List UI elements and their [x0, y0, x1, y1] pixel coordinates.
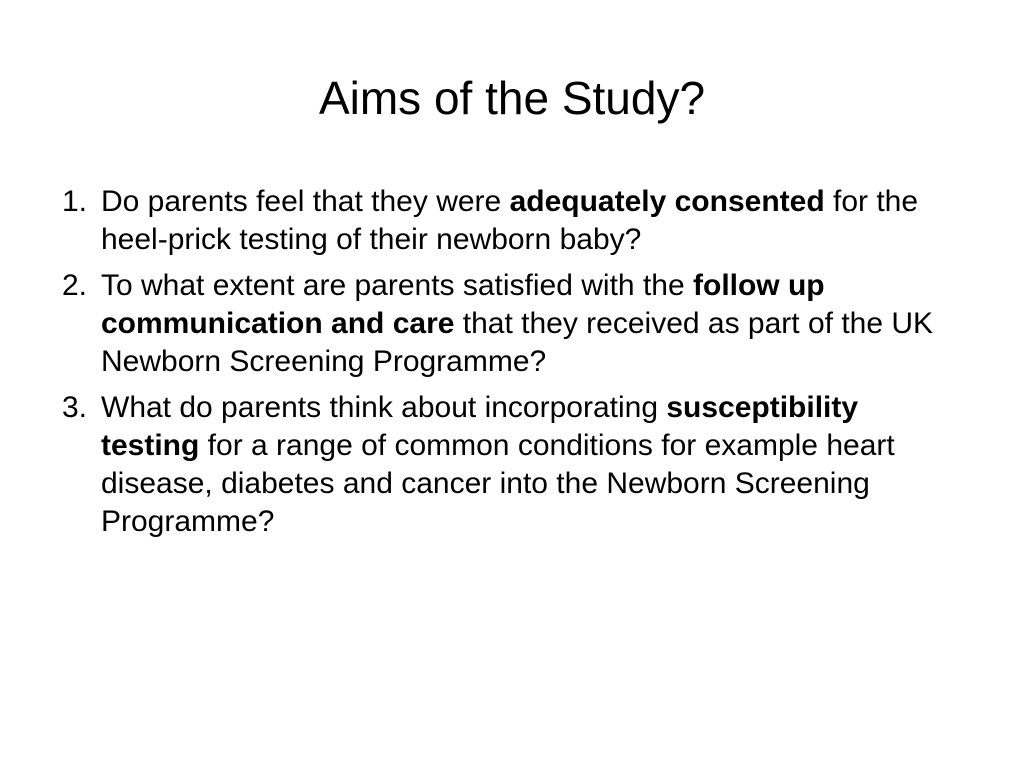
aim-text-plain: for a range of common conditions for example heart disease, diabetes and cancer into the Newborn Screening Programme?: [101, 429, 895, 538]
aim-item-3: [62, 389, 962, 541]
aim-number: 2.: [62, 269, 88, 302]
aim-number: 3.: [62, 391, 88, 424]
aim-text-emphasis: adequately consented: [509, 185, 825, 218]
aim-text-plain: Do parents feel that they were: [101, 185, 510, 218]
aim-text-plain: To what extent are parents satisfied with the: [101, 269, 693, 302]
aim-text-plain: What do parents think about incorporating: [101, 391, 667, 424]
slide-title: Aims of the Study?: [318, 72, 706, 124]
aim-text-emphasis: follow up communication and care: [101, 269, 825, 340]
aim-text: [101, 391, 895, 538]
aim-text-plain: that they received as part of the UK Newborn Screening Programme?: [101, 307, 934, 378]
aim-text-plain: for the heel-prick testing of their newborn baby?: [101, 185, 919, 256]
aim-item-1: [62, 183, 962, 259]
aim-item-2: [62, 267, 962, 381]
aims-list: [62, 183, 962, 549]
aim-text: [101, 185, 918, 256]
aim-text-emphasis: susceptibility testing: [101, 391, 859, 462]
aim-text: [101, 269, 933, 378]
aim-number: 1.: [62, 185, 88, 218]
